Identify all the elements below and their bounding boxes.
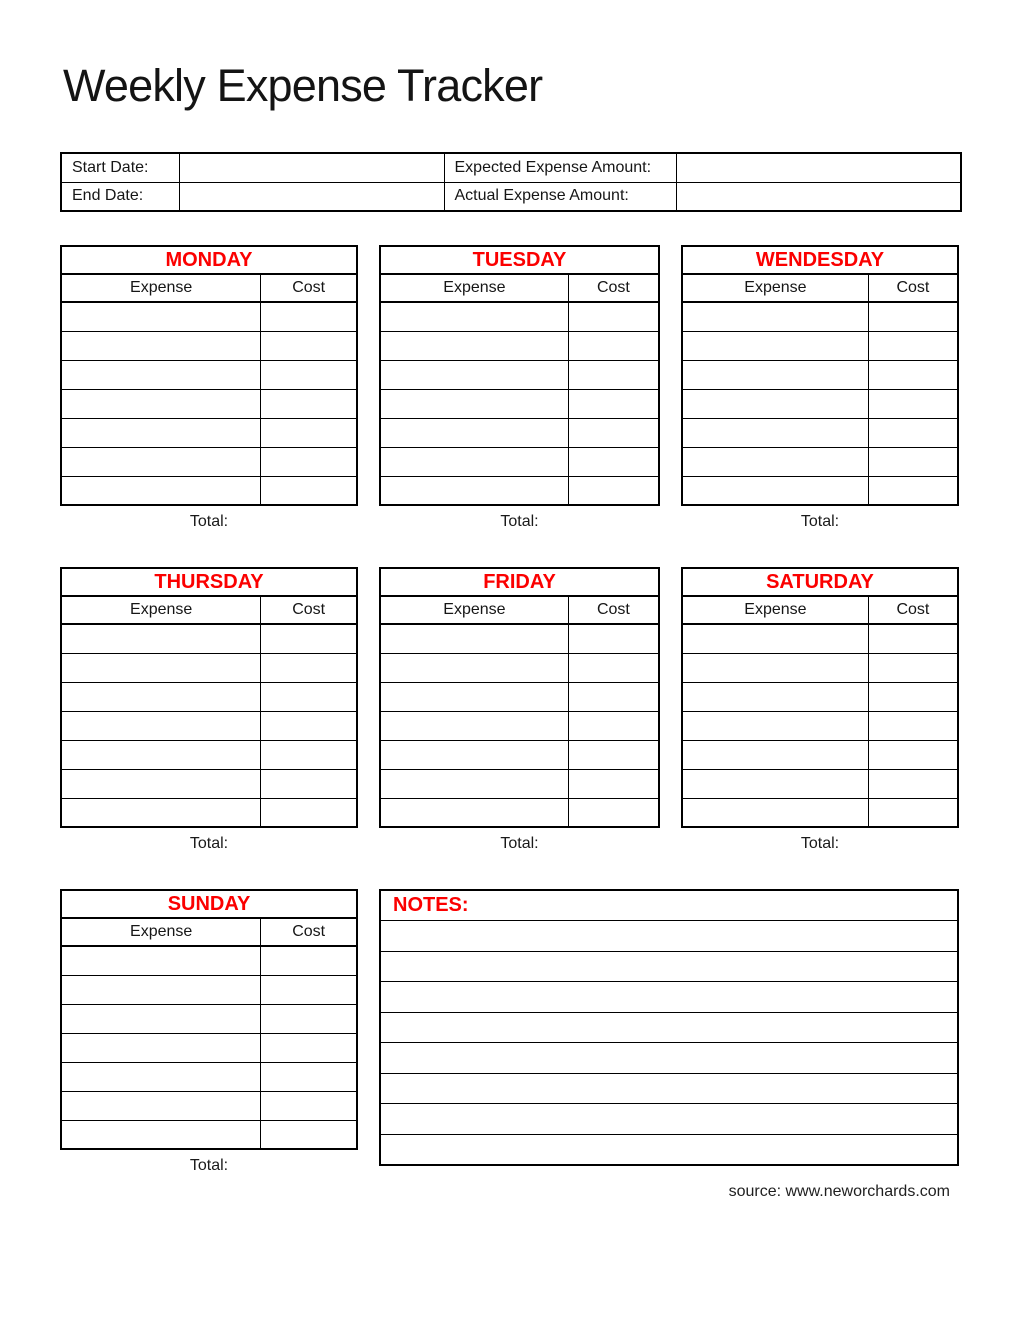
day-table-tuesday (379, 245, 660, 506)
cost-cell (868, 447, 958, 476)
note-line (381, 921, 957, 952)
cost-cell (868, 624, 958, 653)
cost-column-header: Cost (568, 274, 659, 302)
note-line (381, 952, 957, 983)
expense-cell (61, 1033, 261, 1062)
start-date-label: Start Date: (61, 153, 179, 182)
expense-row (682, 653, 958, 682)
expense-cell (682, 331, 868, 360)
expense-row (61, 302, 357, 331)
expense-cell (682, 682, 868, 711)
cost-cell (261, 360, 357, 389)
notes-title: NOTES: (393, 894, 469, 916)
expense-cell (682, 740, 868, 769)
expense-row (682, 476, 958, 505)
expense-row (61, 1062, 357, 1091)
expense-row (61, 447, 357, 476)
expense-row (61, 1033, 357, 1062)
info-row-1 (61, 153, 961, 182)
day-title-monday: MONDAY (61, 246, 357, 274)
cost-cell (568, 682, 659, 711)
day-block-thursday (60, 567, 358, 853)
expense-row (380, 624, 659, 653)
expense-row (682, 624, 958, 653)
expense-cell (61, 302, 261, 331)
expense-row (380, 682, 659, 711)
cost-cell (568, 798, 659, 827)
total-label: Total: (800, 513, 840, 530)
expense-cell (682, 624, 868, 653)
expense-row (380, 418, 659, 447)
expense-row (682, 302, 958, 331)
days-grid (60, 245, 959, 1175)
day-block-monday (60, 245, 358, 531)
expense-cell (61, 798, 261, 827)
cost-cell (261, 447, 357, 476)
expense-row (380, 447, 659, 476)
cost-cell (261, 1033, 357, 1062)
expense-cell (380, 476, 568, 505)
expense-cell (682, 389, 868, 418)
day-table-thursday (60, 567, 358, 828)
expense-cell (61, 418, 261, 447)
cost-cell (568, 769, 659, 798)
expense-cell (380, 711, 568, 740)
expense-row (682, 447, 958, 476)
actual-expense-value (676, 182, 961, 211)
cost-cell (261, 653, 357, 682)
expense-row (61, 1120, 357, 1149)
note-line (381, 1043, 957, 1074)
total-label: Total: (189, 513, 229, 530)
expense-row (61, 946, 357, 975)
expense-row (682, 360, 958, 389)
day-block-wednesday (681, 245, 959, 531)
cost-cell (261, 711, 357, 740)
expense-column-header: Expense (682, 596, 868, 624)
cost-cell (568, 624, 659, 653)
expense-cell (380, 331, 568, 360)
day-block-sunday (60, 889, 358, 1175)
cost-cell (261, 389, 357, 418)
expense-cell (61, 1120, 261, 1149)
expense-row (682, 331, 958, 360)
end-date-label: End Date: (61, 182, 179, 211)
expense-column-header: Expense (380, 274, 568, 302)
note-line (381, 1135, 957, 1165)
expense-cell (61, 447, 261, 476)
expense-cell (380, 447, 568, 476)
day-table-friday (379, 567, 660, 828)
expense-cell (380, 624, 568, 653)
expense-row (682, 418, 958, 447)
expense-row (380, 711, 659, 740)
expense-row (61, 682, 357, 711)
page-title: Weekly Expense Tracker (63, 60, 543, 111)
day-block-tuesday (379, 245, 660, 531)
expense-cell (61, 740, 261, 769)
expense-row (682, 798, 958, 827)
day-table-sunday (60, 889, 358, 1150)
expense-cell (380, 418, 568, 447)
cost-cell (568, 360, 659, 389)
expense-row (61, 418, 357, 447)
expense-cell (61, 711, 261, 740)
cost-cell (868, 418, 958, 447)
expense-cell (682, 360, 868, 389)
source-note: source: www.neworchards.com (728, 1183, 950, 1200)
expense-cell (61, 1062, 261, 1091)
expense-row (380, 653, 659, 682)
cost-cell (568, 740, 659, 769)
expense-cell (682, 769, 868, 798)
expense-cell (61, 975, 261, 1004)
cost-cell (261, 946, 357, 975)
cost-cell (568, 476, 659, 505)
expense-row (61, 975, 357, 1004)
cost-column-header: Cost (261, 596, 357, 624)
expense-row (380, 331, 659, 360)
expense-cell (682, 447, 868, 476)
expense-row (61, 1091, 357, 1120)
end-date-value (179, 182, 444, 211)
expense-column-header: Expense (61, 596, 261, 624)
expense-row (380, 798, 659, 827)
expense-cell (61, 946, 261, 975)
expense-cell (380, 740, 568, 769)
expense-column-header: Expense (380, 596, 568, 624)
start-date-value (179, 153, 444, 182)
expense-cell (380, 360, 568, 389)
cost-cell (261, 1091, 357, 1120)
day-title-saturday: SATURDAY (682, 568, 958, 596)
expense-row (61, 624, 357, 653)
expense-cell (682, 653, 868, 682)
expense-column-header: Expense (61, 918, 261, 946)
cost-column-header: Cost (868, 274, 958, 302)
expense-cell (682, 711, 868, 740)
expense-cell (682, 476, 868, 505)
note-line (381, 982, 957, 1013)
info-table (60, 152, 962, 212)
cost-cell (261, 1120, 357, 1149)
expense-cell (61, 1091, 261, 1120)
cost-cell (868, 682, 958, 711)
expense-row (61, 1004, 357, 1033)
day-title-friday: FRIDAY (380, 568, 659, 596)
cost-cell (261, 476, 357, 505)
cost-cell (261, 624, 357, 653)
day-table-monday (60, 245, 358, 506)
cost-cell (261, 682, 357, 711)
cost-cell (868, 798, 958, 827)
expense-row (61, 740, 357, 769)
expense-cell (682, 798, 868, 827)
expense-cell (61, 624, 261, 653)
expense-cell (682, 418, 868, 447)
cost-cell (868, 769, 958, 798)
cost-column-header: Cost (568, 596, 659, 624)
notes-header (381, 891, 957, 921)
cost-cell (261, 798, 357, 827)
cost-cell (261, 331, 357, 360)
expense-row (380, 769, 659, 798)
note-line (381, 1074, 957, 1105)
cost-cell (568, 653, 659, 682)
expense-cell (61, 331, 261, 360)
cost-cell (868, 302, 958, 331)
cost-cell (261, 975, 357, 1004)
expense-row (61, 476, 357, 505)
notes-box (379, 889, 959, 1166)
cost-cell (261, 769, 357, 798)
cost-cell (568, 331, 659, 360)
expense-row (61, 360, 357, 389)
cost-cell (868, 476, 958, 505)
total-label: Total: (189, 835, 229, 852)
day-table-wendesday (681, 245, 959, 506)
cost-column-header: Cost (261, 918, 357, 946)
expense-row (61, 769, 357, 798)
total-label: Total: (500, 835, 539, 852)
cost-cell (568, 711, 659, 740)
expense-row (61, 711, 357, 740)
cost-cell (261, 302, 357, 331)
day-block-friday (379, 567, 660, 853)
expense-row (380, 389, 659, 418)
cost-column-header: Cost (261, 274, 357, 302)
expense-cell (61, 389, 261, 418)
day-title-wendesday: WENDESDAY (682, 246, 958, 274)
cost-cell (261, 1062, 357, 1091)
expense-cell (380, 302, 568, 331)
cost-cell (568, 418, 659, 447)
expected-expense-value (676, 153, 961, 182)
expense-row (682, 711, 958, 740)
expense-cell (61, 769, 261, 798)
expense-cell (61, 653, 261, 682)
expense-row (61, 331, 357, 360)
info-row-2 (61, 182, 961, 211)
expense-row (61, 653, 357, 682)
expense-cell (380, 798, 568, 827)
expense-row (682, 769, 958, 798)
expense-cell (61, 476, 261, 505)
cost-cell (868, 389, 958, 418)
cost-cell (261, 418, 357, 447)
day-title-thursday: THURSDAY (61, 568, 357, 596)
expense-row (380, 476, 659, 505)
expense-row (380, 360, 659, 389)
cost-cell (868, 740, 958, 769)
expense-cell (380, 389, 568, 418)
expense-row (61, 389, 357, 418)
expense-cell (380, 653, 568, 682)
expected-expense-label: Expected Expense Amount: (444, 153, 676, 182)
expense-cell (380, 682, 568, 711)
day-title-tuesday: TUESDAY (380, 246, 659, 274)
expense-row (682, 740, 958, 769)
total-label: Total: (800, 835, 840, 852)
expense-cell (380, 769, 568, 798)
cost-cell (568, 389, 659, 418)
cost-cell (868, 331, 958, 360)
expense-column-header: Expense (61, 274, 261, 302)
expense-row (682, 682, 958, 711)
expense-cell (682, 302, 868, 331)
cost-cell (261, 740, 357, 769)
cost-cell (261, 1004, 357, 1033)
total-label: Total: (189, 1157, 229, 1174)
expense-cell (61, 1004, 261, 1033)
cost-cell (868, 360, 958, 389)
day-table-saturday (681, 567, 959, 828)
day-title-sunday: SUNDAY (61, 890, 357, 918)
expense-column-header: Expense (682, 274, 868, 302)
expense-row (682, 389, 958, 418)
cost-cell (568, 302, 659, 331)
cost-cell (868, 711, 958, 740)
expense-row (380, 302, 659, 331)
total-label: Total: (500, 513, 539, 530)
cost-cell (868, 653, 958, 682)
cost-column-header: Cost (868, 596, 958, 624)
expense-cell (61, 682, 261, 711)
cost-cell (568, 447, 659, 476)
actual-expense-label: Actual Expense Amount: (444, 182, 676, 211)
day-block-saturday (681, 567, 959, 853)
expense-row (380, 740, 659, 769)
note-line (381, 1104, 957, 1135)
note-line (381, 1013, 957, 1044)
expense-row (61, 798, 357, 827)
expense-cell (61, 360, 261, 389)
